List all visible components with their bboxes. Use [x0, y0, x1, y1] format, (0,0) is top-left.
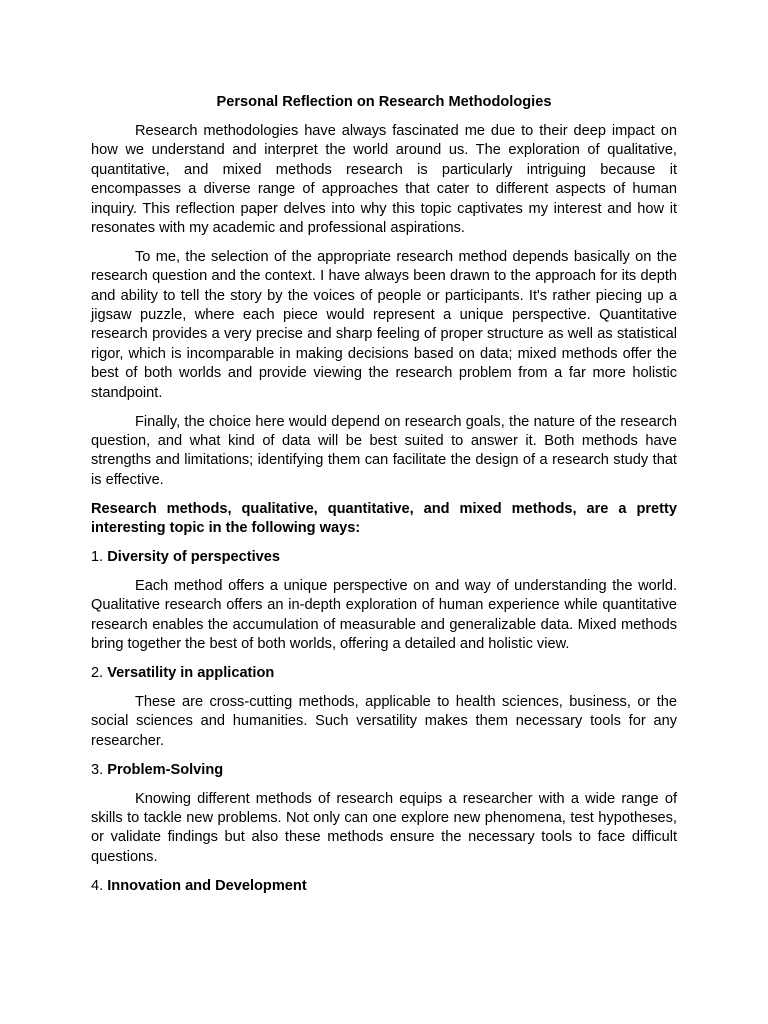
list-item-label: Problem-Solving	[107, 761, 224, 778]
list-item-body: These are cross-cutting methods, applicable to health sciences, business, or the social sciences and humanities. Such versatility makes them necessary tools for any researcher.	[91, 693, 677, 749]
list-item-body: Each method offers a unique perspective on and way of understanding the world. Qualitative research offers an in-depth exploration of human experience while quantitative research enables the accumulation of measurable and generalizable data. Mixed methods bring together the best of both worlds, offering a detailed and holistic view.	[91, 577, 677, 653]
list-item-number: 1.	[91, 549, 104, 566]
list-item-heading	[91, 548, 677, 567]
list-item-label: Versatility in application	[107, 665, 275, 682]
list-intro-bold: Research methods, qualitative, quantitative, and mixed methods, are a pretty interesting topic in the following ways:	[91, 500, 677, 537]
list-item-number: 3.	[91, 761, 104, 778]
intro-paragraph: Research methodologies have always fascinated me due to their deep impact on how we understand and interpret the world around us. The exploration of qualitative, quantitative, and mixed methods research is particularly intriguing because it encompasses a diverse range of approaches that cater to different aspects of human inquiry. This reflection paper delves into why this topic captivates my interest and how it resonates with my academic and professional aspirations.	[91, 122, 677, 236]
conclusion-paragraph: Finally, the choice here would depend on research goals, the nature of the research question, and what kind of data will be best suited to answer it. Both methods have strengths and limitations; identifying them can facilitate the design of a research study that is effective.	[91, 413, 677, 488]
list-item-number: 2.	[91, 665, 104, 682]
method-selection-paragraph: To me, the selection of the appropriate research method depends basically on the research question and the context. I have always been drawn to the approach for its depth and ability to tell the story by the voices of people or participants. It's rather piecing up a jigsaw puzzle, where each piece would represent a unique perspective. Quantitative research provides a very precise and sharp feeling of proper structure as well as statistical rigor, which is incomparable in making decisions based on data; mixed methods offer the best of both worlds and provide viewing the research problem from a far more holistic standpoint.	[91, 248, 677, 401]
list-item-heading	[91, 761, 677, 780]
list-item-body: Knowing different methods of research equips a researcher with a wide range of skills to tackle new problems. Not only can one explore new phenomena, test hypotheses, or validate findings but also these methods ensure the necessary tools to face difficult questions.	[91, 790, 677, 865]
list-item-label: Diversity of perspectives	[107, 549, 281, 566]
list-item-heading	[91, 877, 677, 896]
list-item-number: 4.	[91, 877, 104, 894]
list-item-label: Innovation and Development	[107, 877, 307, 894]
list-item-heading	[91, 664, 677, 683]
document-title: Personal Reflection on Research Methodologies	[216, 94, 552, 110]
